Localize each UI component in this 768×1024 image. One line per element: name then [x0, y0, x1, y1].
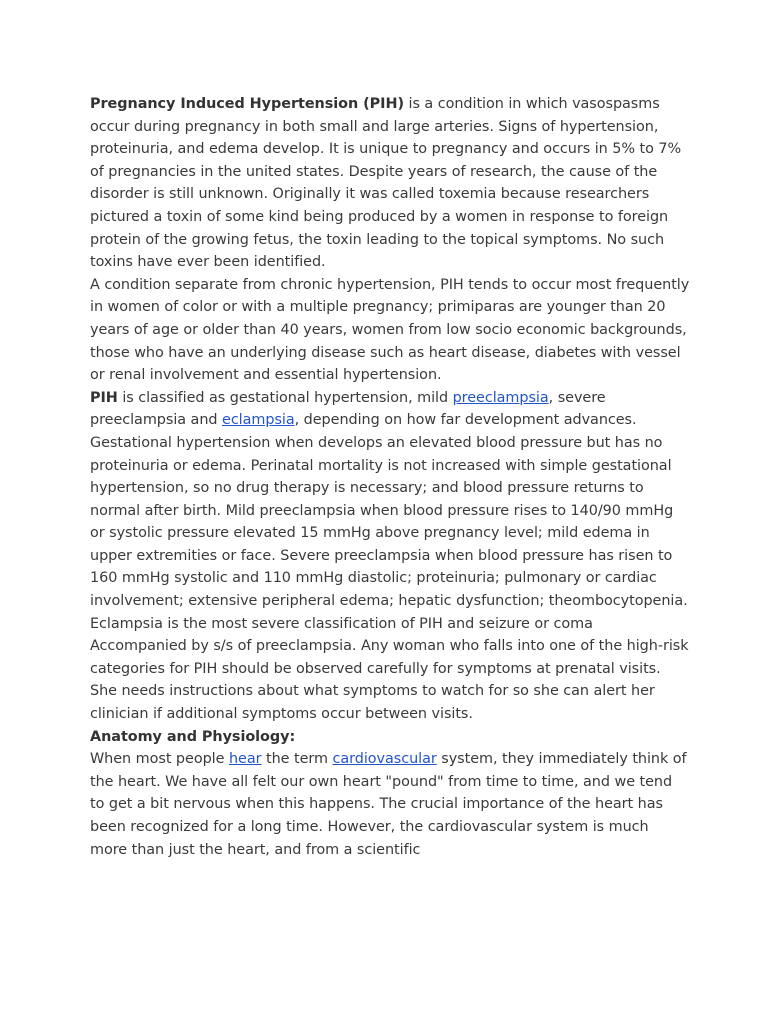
- paragraph-text: When most people: [90, 751, 229, 768]
- hear-link[interactable]: hear: [228, 751, 262, 768]
- paragraph-text: A condition separate from chronic hypertension, PIH tends to occur most frequently in women of color or with a multiple pregnancy; primiparas are younger than 20 years of age or older than 40 years, women from low socio economic backgrounds, those who have an underlying disease such as heart disease, diabetes with vessel or renal involvement and essential hypertension.: [90, 276, 690, 384]
- paragraph-text: , depending on how far development advances. Gestational hypertension when develops an elevated blood pressure but has no proteinuria or edema. Perinatal mortality is not increased with simple gestational hypertension, so no drug therapy is necessary; and blood pressure returns to normal after birth. Mild preeclampsia when blood pressure rises to 140/90 mmHg or systolic pressure elevated 15 mmHg above pregnancy level; mild edema in upper extremities or face. Severe preeclampsia when blood pressure has risen to 160 mmHg systolic and 110 mmHg diastolic; proteinuria; pulmonary or cardiac involvement; extensive peripheral edema; hepatic dysfunction; theombocytopenia. Eclampsia is the most severe classification of PIH and seizure or coma Accompanied by s/s of preeclampsia. Any woman who falls into one of the high-risk categories for PIH should be observed carefully for symptoms at prenatal visits. She needs instructions about what symptoms to watch for so she can alert her clinician if additional symptoms occur between visits.: [90, 412, 689, 723]
- pih-term-bold: Pregnancy Induced Hypertension (PIH): [90, 96, 404, 112]
- cardiovascular-link[interactable]: cardiovascular: [332, 751, 437, 768]
- paragraph-risk-factors: [90, 274, 690, 387]
- paragraph-text: the term: [261, 751, 333, 768]
- document-body: [90, 93, 690, 861]
- paragraph-classification: [90, 387, 690, 726]
- paragraph-text: is classified as gestational hypertension, mild: [117, 389, 453, 406]
- section-heading: Anatomy and Physiology:: [90, 728, 296, 745]
- paragraph-text: , severe preeclampsia and: [90, 389, 606, 429]
- pih-abbrev-bold: PIH: [90, 389, 118, 406]
- paragraph-pih-intro: [90, 93, 690, 274]
- paragraph-text: system, they immediately think of the heart. We have all felt our own heart "pound" from time to time, and we tend to get a bit nervous when this happens. The crucial importance of the heart has been recognized for a long time. However, the cardiovascular system is much more than just the heart, and from a scientific: [90, 751, 687, 858]
- paragraph-text: is a condition in which vasospasms occur during pregnancy in both small and large arteries. Signs of hypertension, proteinuria, and edema develop. It is unique to pregnancy and occurs in 5% to 7% of pregnancies in the united states. Despite years of research, the cause of the disorder is still unknown. Originally it was called toxemia because researchers pictured a toxin of some kind being produced by a women in response to foreign protein of the growing fetus, the toxin leading to the topical symptoms. No such toxins have ever been identified.: [90, 96, 682, 271]
- preeclampsia-link[interactable]: preeclampsia: [452, 389, 549, 406]
- paragraph-anatomy: [90, 748, 690, 861]
- eclampsia-link[interactable]: eclampsia: [222, 412, 295, 429]
